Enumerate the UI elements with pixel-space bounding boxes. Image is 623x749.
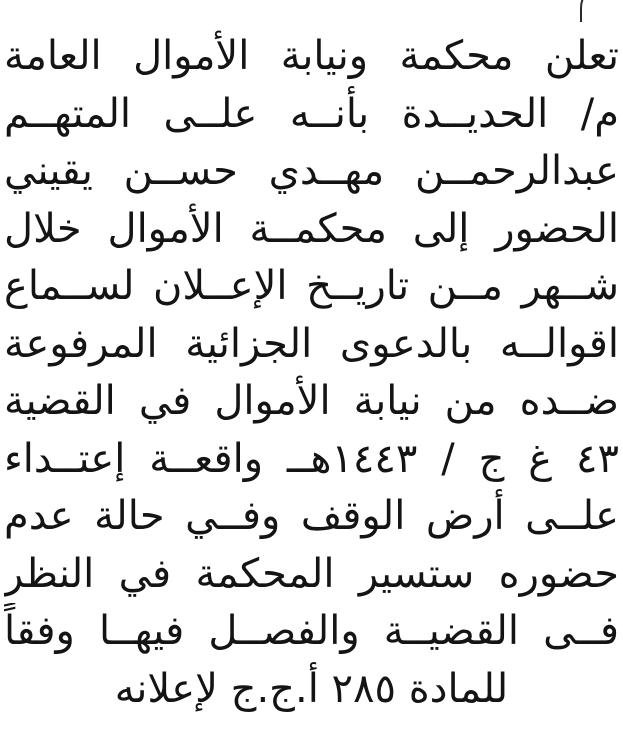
- notice-line: شــهر مــن تاريــخ الإعــلان لســماع: [4, 263, 619, 309]
- notice-line: م/ الحديــدة بأنــه علــى المتهــم: [4, 90, 619, 137]
- notice-line: حضوره ستسير المحكمة في النظر: [4, 550, 619, 597]
- frame-corner: [580, 0, 623, 22]
- notice-line: فــى القضيــة والفصــل فيهــا وفقاً: [4, 608, 619, 654]
- notice-line: اقوالــه بالدعوى الجزائية المرفوعة: [4, 320, 619, 367]
- notice-line: تعلن محكمة ونيابة الأموال العامة: [4, 33, 619, 79]
- legal-notice-text: [4, 28, 619, 718]
- notice-line: الحضور إلى محكمــة الأموال خلال: [4, 205, 619, 252]
- notice-line: عبدالرحمــن مهــدي حســن يقيني: [4, 148, 619, 194]
- notice-line: علــى أرض الوقف وفــي حالة عدم: [4, 493, 619, 539]
- notice-line-cut: للمادة ٢٨٥ أ.ج.ج لإعلانه: [114, 665, 509, 712]
- notice-line: ضــده من نيابة الأموال في القضية: [4, 378, 619, 424]
- notice-line: ٤٣ غ ج / ١٤٤٣هــ واقعــة إعتــداء: [4, 435, 619, 482]
